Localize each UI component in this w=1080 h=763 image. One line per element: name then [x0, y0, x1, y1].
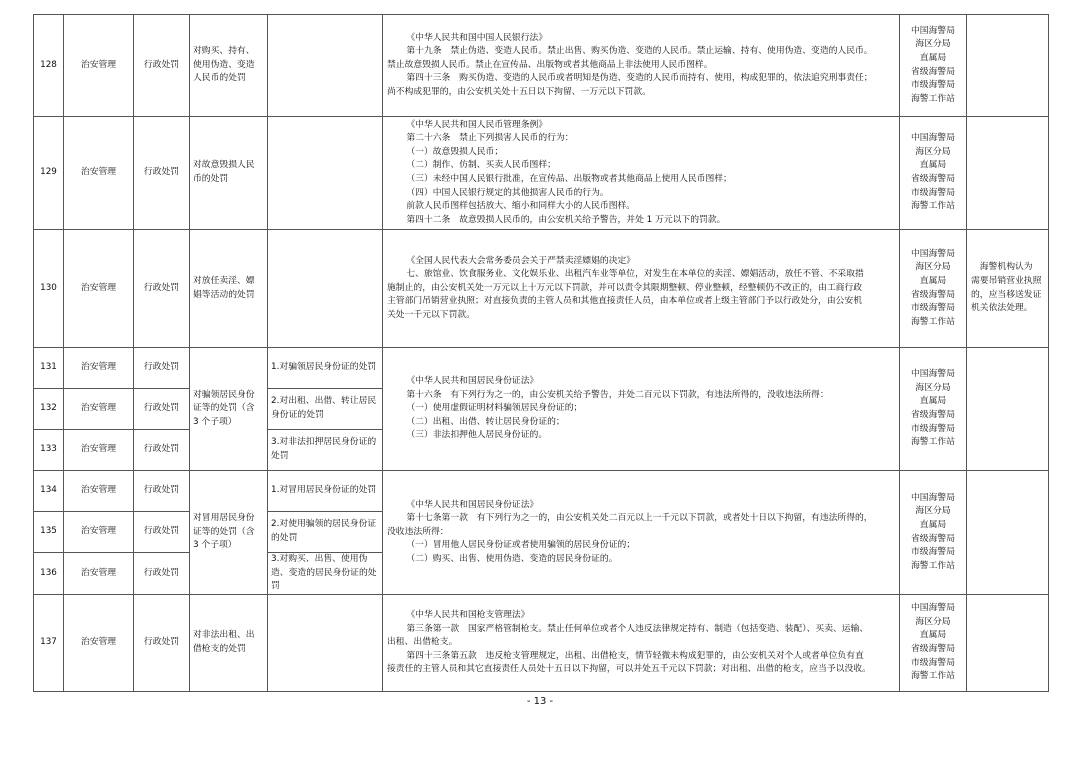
item-name-line: 3 个子项）: [193, 416, 237, 427]
law-article-line: 尚不构成犯罪的，由公安机关处十五日以下拘留、一万元以下罚款。: [387, 86, 651, 97]
enforcement-subject-line: 省级海警局: [911, 644, 955, 654]
remark-line: 的，应当移送发证: [971, 289, 1042, 300]
law-article-line: 施制止的，由公安机关处一万元以上十万元以下罚款，并可以责令其限期整顿、停业整顿，经整顿仍不改正的，由工商行政: [387, 282, 863, 293]
legal-basis-cell: [383, 230, 900, 348]
item-name-line: 对冒用居民身份: [193, 513, 255, 524]
sub-item-cell: 1.对骗领居民身份证的处罚: [268, 348, 383, 389]
law-article-line: （一）使用虚假证明材料骗领居民身份证的；: [406, 403, 583, 414]
legal-basis-cell: [383, 348, 900, 471]
row-number: 135: [34, 512, 64, 553]
legal-basis-cell: [383, 15, 900, 117]
enforcement-subject-cell: [900, 595, 967, 692]
row-number: 136: [34, 553, 64, 595]
enforcement-subject-line: 中国海警局: [911, 369, 955, 380]
enforcement-subject-line: 海区分局: [915, 616, 951, 627]
law-article-line: 第三条第一款 国家严格管制枪支。禁止任何单位或者个人违反法律规定持有、制造（包括变造、装配）、买卖、运输、: [406, 623, 869, 634]
enforcement-subject-line: 市级海警局: [911, 187, 955, 198]
item-name-cell: [190, 595, 268, 692]
power-type-cell: 行政处罚: [134, 553, 190, 595]
law-article-line: （二）购买、出售、使用伪造、变造的居民身份证的。: [406, 553, 618, 564]
law-article-line: （四）中国人民银行规定的其他损害人民币的行为。: [406, 187, 609, 198]
category-cell: 治安管理: [64, 230, 134, 348]
law-title: 《中华人民共和国居民身份证法》: [406, 499, 539, 510]
category-cell: 治安管理: [64, 553, 134, 595]
law-article-line: 第四十三条 购买伪造、变造的人民币或者明知是伪造、变造的人民币而持有、使用，构成犯罪的，依法追究刑事责任；: [406, 73, 873, 84]
page-number: - 13 -: [526, 696, 554, 707]
remark-line: 需要吊销营业执照: [971, 275, 1042, 286]
enforcement-subject-line: 直属局: [919, 396, 947, 407]
sub-item-cell: 1.对冒用居民身份证的处罚: [268, 471, 383, 512]
row-number: 133: [34, 430, 64, 471]
table-row: [34, 15, 1049, 117]
enforcement-subject-cell: [900, 348, 967, 471]
law-title: 《中华人民共和国枪支管理法》: [406, 610, 530, 621]
item-name-line: 使用伪造、变造: [193, 59, 255, 70]
power-type-cell: 行政处罚: [134, 15, 190, 117]
sub-item-cell: 2.对出租、出借、转让居民身份证的处罚: [268, 389, 383, 430]
item-name-line: 币的处罚: [193, 174, 229, 184]
category-cell: 治安管理: [64, 430, 134, 471]
enforcement-subject-line: 海区分局: [915, 262, 951, 273]
enforcement-subject-line: 海警工作站: [911, 671, 955, 682]
table-row: [34, 471, 1049, 512]
enforcement-subject-cell: [900, 230, 967, 348]
enforcement-subject-line: 市级海警局: [911, 80, 955, 91]
enforcement-subject-line: 中国海警局: [911, 133, 955, 144]
law-article-line: 出租、出借枪支。: [387, 637, 458, 648]
power-type-cell: 行政处罚: [134, 430, 190, 471]
enforcement-subject-line: 直属局: [919, 275, 947, 286]
law-article-line: 第四十二条 故意毁损人民币的，由公安机关给予警告，并处 1 万元以下的罚款。: [406, 214, 726, 225]
law-article-line: 主管部门吊销营业执照；对直接负责的主管人员和其他直接责任人员，由本单位或者上级主管部门予以行政处分，由公安机: [387, 296, 863, 307]
law-article-line: （一）冒用他人居民身份证或者使用骗领的居民身份证的；: [406, 540, 636, 551]
law-article-line: 七、旅馆业、饮食服务业、文化娱乐业、出租汽车业等单位，对发生在本单位的卖淫、嫖娼活动，放任不管、不采取措: [406, 269, 864, 280]
table-row: [34, 348, 1049, 389]
item-name-line: 对骗领居民身份: [193, 389, 255, 400]
enforcement-subject-line: 海警工作站: [911, 437, 955, 448]
item-name-line: 借枪支的处罚: [193, 644, 246, 654]
item-name-line: 娼等活动的处罚: [193, 289, 255, 300]
enforcement-subject-line: 海警工作站: [911, 560, 955, 571]
item-name-cell: [190, 15, 268, 117]
category-cell: 治安管理: [64, 348, 134, 389]
row-number: 131: [34, 348, 64, 389]
item-name-cell: [190, 117, 268, 230]
law-article-line: 禁止故意毁损人民币。禁止在宣传品、出版物或者其他商品上非法使用人民币图样。: [387, 59, 713, 70]
law-article-line: 第十九条 禁止伪造、变造人民币。禁止出售、购买伪造、变造的人民币。禁止运输、持有、使用伪造、变造的人民币。: [406, 46, 873, 57]
row-number: 128: [34, 15, 64, 117]
item-name-line: 对放任卖淫、嫖: [193, 275, 255, 286]
legal-basis-cell: [383, 471, 900, 595]
row-number: 132: [34, 389, 64, 430]
enforcement-subject-line: 中国海警局: [911, 492, 955, 503]
remark-line: 机关依法处理。: [971, 303, 1033, 314]
law-article-line: （二）制作、仿制、买卖人民币图样；: [406, 160, 556, 171]
item-name-line: 证等的处罚（含: [193, 526, 255, 537]
legal-basis-cell: [383, 117, 900, 230]
row-number: 137: [34, 595, 64, 692]
power-type-cell: 行政处罚: [134, 230, 190, 348]
power-type-cell: 行政处罚: [134, 512, 190, 553]
law-article-line: 接责任的主管人员和其它直接责任人员处十五日以下拘留，可以并处五千元以下罚款；对出租、出借的枪支，应当予以没收。: [387, 664, 871, 675]
law-article-line: 第二十六条 禁止下列损害人民币的行为：: [406, 133, 574, 144]
enforcement-subject-line: 市级海警局: [911, 547, 955, 558]
table-row: [34, 230, 1049, 348]
enforcement-subject-line: 市级海警局: [911, 657, 955, 668]
remark-cell: [967, 230, 1049, 348]
power-type-cell: 行政处罚: [134, 595, 190, 692]
sub-item-cell: [268, 15, 383, 117]
item-name-line: 证等的处罚（含: [193, 403, 255, 414]
law-article-line: （一）故意毁损人民币；: [406, 146, 504, 157]
legal-basis-cell: [383, 595, 900, 692]
item-name-cell: [190, 230, 268, 348]
category-cell: 治安管理: [64, 117, 134, 230]
category-cell: 治安管理: [64, 595, 134, 692]
enforcement-subject-line: 海警工作站: [911, 201, 955, 212]
law-article-line: 关处一千元以下罚款。: [387, 309, 475, 320]
item-name-line: 对购买、持有、: [193, 46, 255, 57]
enforcement-subject-line: 省级海警局: [911, 289, 955, 300]
enforcement-subject-line: 海区分局: [915, 506, 951, 517]
sub-item-cell: [268, 595, 383, 692]
enforcement-subject-cell: [900, 15, 967, 117]
sub-item-cell: 3.对非法扣押居民身份证的处罚: [268, 430, 383, 471]
enforcement-subject-line: 省级海警局: [911, 174, 955, 184]
enforcement-subject-line: 海区分局: [915, 382, 951, 393]
row-number: 129: [34, 117, 64, 230]
enforcement-subject-line: 海区分局: [915, 39, 951, 50]
enforcement-subject-line: 中国海警局: [911, 25, 955, 36]
law-article-line: 第四十三条第五款 违反枪支管理规定，出租、出借枪支，情节轻微未构成犯罪的，由公安机关对个人或者单位负有直: [406, 650, 864, 661]
sub-item-cell: [268, 230, 383, 348]
table-row: [34, 117, 1049, 230]
power-type-cell: 行政处罚: [134, 117, 190, 230]
law-title: 《中华人民共和国中国人民银行法》: [406, 32, 548, 43]
law-article-line: （三）未经中国人民银行批准，在宣传品、出版物或者其他商品上使用人民币图样；: [406, 174, 732, 184]
enforcement-subject-line: 省级海警局: [911, 533, 955, 544]
table-row: [34, 595, 1049, 692]
category-cell: 治安管理: [64, 389, 134, 430]
row-number: 134: [34, 471, 64, 512]
remark-cell: [967, 595, 1049, 692]
law-article-line: （三）非法扣押他人居民身份证的。: [406, 430, 548, 441]
enforcement-subject-line: 中国海警局: [911, 248, 955, 259]
enforcement-subject-line: 海区分局: [915, 146, 951, 157]
law-title: 《全国人民代表大会常务委员会关于严禁卖淫嫖娼的决定》: [406, 255, 636, 266]
enforcement-subject-line: 直属局: [919, 519, 947, 530]
sub-item-cell: 3.对购买、出售、使用伪造、变造的居民身份证的处罚: [268, 553, 383, 595]
category-cell: 治安管理: [64, 15, 134, 117]
remark-cell: [967, 348, 1049, 471]
enforcement-subject-line: 省级海警局: [911, 66, 955, 77]
enforcement-subject-cell: [900, 471, 967, 595]
item-name-cell: [190, 348, 268, 471]
category-cell: 治安管理: [64, 512, 134, 553]
law-article-line: 前款人民币图样包括放大、缩小和同样大小的人民币图样。: [406, 201, 636, 212]
power-type-cell: 行政处罚: [134, 348, 190, 389]
remark-cell: [967, 471, 1049, 595]
sub-item-cell: 2.对使用骗领的居民身份证的处罚: [268, 512, 383, 553]
item-name-line: 对非法出租、出: [193, 630, 255, 641]
law-article-line: 没收违法所得：: [387, 526, 449, 537]
power-type-cell: 行政处罚: [134, 389, 190, 430]
law-article-line: 第十七条第一款 有下列行为之一的，由公安机关处二百元以上一千元以下罚款，或者处十日以下拘留，有违法所得的，: [406, 513, 873, 524]
table-body: [34, 15, 1049, 692]
law-article-line: （二）出租、出借、转让居民身份证的；: [406, 416, 565, 427]
power-type-cell: 行政处罚: [134, 471, 190, 512]
power-list-table: [33, 14, 1049, 692]
enforcement-subject-line: 直属局: [919, 630, 947, 641]
enforcement-subject-line: 省级海警局: [911, 410, 955, 420]
category-cell: 治安管理: [64, 471, 134, 512]
law-article-line: 第十六条 有下列行为之一的，由公安机关给予警告，并处二百元以下罚款，有违法所得的，没收违法所得：: [406, 389, 829, 400]
remark-cell: [967, 117, 1049, 230]
enforcement-subject-line: 海警工作站: [911, 316, 955, 327]
law-title: 《中华人民共和国居民身份证法》: [406, 376, 539, 387]
remark-cell: [967, 15, 1049, 117]
item-name-cell: [190, 471, 268, 595]
enforcement-subject-cell: [900, 117, 967, 230]
enforcement-subject-line: 市级海警局: [911, 423, 955, 434]
item-name-line: 3 个子项）: [193, 540, 237, 551]
enforcement-subject-line: 中国海警局: [911, 603, 955, 614]
remark-line: 海警机构认为: [971, 262, 1033, 273]
item-name-line: 对故意毁损人民: [193, 160, 255, 171]
enforcement-subject-line: 直属局: [919, 160, 947, 171]
item-name-line: 人民币的处罚: [193, 73, 246, 84]
enforcement-subject-line: 海警工作站: [911, 93, 955, 104]
row-number: 130: [34, 230, 64, 348]
enforcement-subject-line: 市级海警局: [911, 303, 955, 314]
law-title: 《中华人民共和国人民币管理条例》: [406, 119, 548, 130]
sub-item-cell: [268, 117, 383, 230]
enforcement-subject-line: 直属局: [919, 52, 947, 63]
